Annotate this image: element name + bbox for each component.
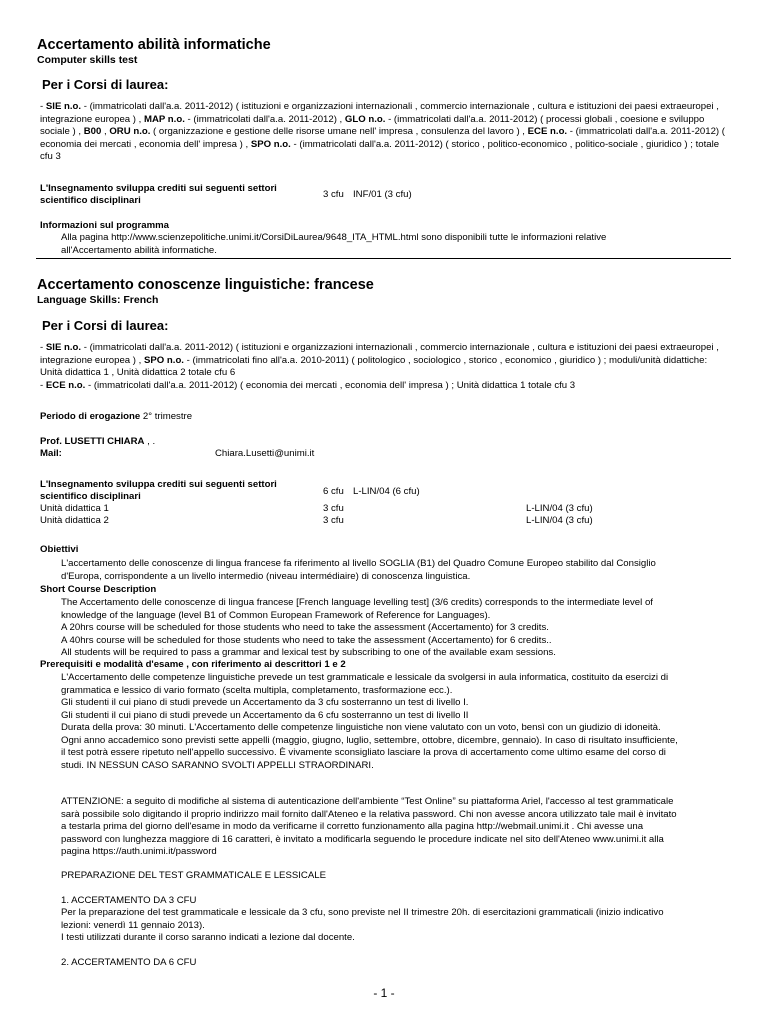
course-text: - (immatricolati dall'a.a. 2011-2012) ( istituzioni e organizzazioni internazionali , commercio internazionale , cultura e istituzioni dei paesi extraeuropei , integrazione europea ) , [40, 101, 719, 125]
section1-ins-sector: INF/01 (3 cfu) [353, 189, 412, 200]
section1-title: Accertamento abilità informatiche [37, 37, 271, 53]
course-text: - [40, 342, 46, 353]
course-text: - (immatricolati dall'a.a. 2011-2012) , [184, 113, 345, 125]
acc6-title: 2. ACCERTAMENTO DA 6 CFU [61, 957, 197, 968]
course-text: - [40, 379, 46, 391]
prep-title: PREPARAZIONE DEL TEST GRAMMATICALE E LESSICALE [61, 870, 326, 881]
section1-ins-cfu: 3 cfu [323, 189, 344, 200]
short-line: The Accertamento delle conoscenze di lingua francese [French language levelling test] (3/6 credits) corresponds to the intermediate level of knowledge of the language (level B1 of Common European Framework of Reference for Languages). [61, 597, 653, 621]
prereq-line: Gli studenti il cui piano di studi prevede un Accertamento da 6 cfu sosterranno un test di livello II [61, 709, 469, 721]
attenzione-text: ATTENZIONE: a seguito di modifiche al sistema di autenticazione dell'ambiente “Test Online” su piattaforma Ariel, l'accesso al test grammaticale sarà possibile solo digitando il proprio indirizzo mail fornito dall'Ateneo e la relativa password. Chi non avesse ancora utilizzato tale mail è invitato a testarla prima del giorno dell'esame in modo da verificarne il corretto funzionamento alla pagina http://webmail.unimi.it . Chi avesse una password con lunghezza maggiore di 16 caratteri, è invitato a modificarla seguendo le procedure indicate nel sito dell'Ateneo www.unimi.it alla pagina https://auth.unimi.it/password [61, 796, 677, 857]
section1-subtitle: Computer skills test [37, 54, 138, 66]
short-line: A 20hrs course will be scheduled for those students who need to take the assessment (Accertamento) for 3 credits. [61, 622, 549, 633]
section2-title: Accertamento conoscenze linguistiche: francese [37, 277, 374, 293]
course-code: B00 [83, 126, 102, 137]
course-code: SIE n.o. [45, 101, 82, 112]
unit-sector: L-LIN/04 (3 cfu) [526, 515, 593, 526]
prereq-line: Ogni anno accademico sono previsti sette appelli (maggio, giugno, luglio, settembre, ottobre, dicembre, gennaio). In caso di risultato insufficiente, il test potrà essere ripetuto nell'appello successivo. È vivamente sconsigliato lasciare la prova di accertamento come ultimo esame del corso di studi. IN NESSUN CASO SARANNO SVOLTI APPELLI STRAORDINARI. [61, 734, 678, 771]
prof-label: Prof. LUSETTI CHIARA [40, 436, 145, 447]
section2-subtitle: Language Skills: French [37, 294, 159, 306]
mail-value: Chiara.Lusetti@unimi.it [215, 448, 315, 459]
section1-ins-label: L'Insegnamento sviluppa crediti sui seguenti settori scientifico disciplinari [40, 183, 277, 206]
short-description-text [61, 597, 679, 660]
acc3-text2: I testi utilizzati durante il corso saranno indicati a lezione dal docente. [61, 932, 355, 943]
section2-ins-cfu: 6 cfu [323, 486, 344, 497]
prereq-label: Prerequisiti e modalità d'esame , con riferimento ai descrittori 1 e 2 [40, 659, 346, 670]
prof-row [40, 436, 155, 449]
course-code: MAP n.o. [144, 113, 185, 125]
course-text: , [101, 126, 110, 137]
mail-label: Mail: [40, 448, 62, 459]
section2-ins-sector: L-LIN/04 (6 cfu) [353, 486, 420, 497]
unit-name: Unità didattica 1 [40, 503, 109, 514]
section2-ins-label: L'Insegnamento sviluppa crediti sui seguenti settori scientifico disciplinari [40, 479, 277, 502]
course-text: - (immatricolati dall'a.a. 2011-2012) ( processi globali , coesione e sviluppo sociale ) , [40, 113, 705, 137]
prereq-line: Gli studenti il cui piano di studi prevede un Accertamento da 3 cfu sosterranno un test di livello I. [61, 697, 469, 708]
section1-courses [40, 101, 730, 164]
prereq-text [61, 672, 679, 772]
course-text: - (immatricolati dall'a.a. 2011-2012) ( storico , politico-economico , politico-sociale , giuridico ) ; totale cfu 3 [40, 138, 720, 162]
periodo-label: Periodo di erogazione [40, 411, 141, 422]
unit-cfu: 3 cfu [323, 503, 344, 514]
obiettivi-label: Obiettivi [40, 544, 79, 555]
course-text: - [40, 101, 46, 112]
course-code: GLO n.o. [344, 113, 386, 125]
course-text: - (immatricolati dall'a.a. 2011-2012) ( economia dei mercati , economia dell' impresa ) , [40, 126, 725, 150]
periodo-value: 2° trimestre [142, 411, 193, 422]
short-description-label: Short Course Description [40, 584, 157, 595]
acc3-text: Per la preparazione del test grammaticale e lessicale da 3 cfu, sono previste nel II trimestre 20h. di esercitazioni grammaticali (inizio indicativo lezioni: venerdì 11 gennaio 2013). [61, 907, 664, 931]
prereq-line: L'Accertamento delle competenze linguistiche prevede un test grammaticale e lessicale da svolgersi in aula informatica, costituito da esercizi di grammatica e lessico di vario formato (scelta multipla, completamento, trasformazione ecc.). [61, 672, 669, 696]
section1-corsi-heading: Per i Corsi di laurea: [42, 77, 169, 92]
course-text: - (immatricolati dall'a.a. 2011-2012) ( economia dei mercati , economia dell' impresa ) ; Unità didattica 1 totale cfu 3 [85, 379, 576, 391]
short-line: A 40hrs course will be scheduled for those students who need to take the assessment (Accertamento) for 6 credits.. [61, 634, 552, 646]
section2-corsi-heading: Per i Corsi di laurea: [42, 318, 169, 333]
periodo-row [40, 411, 192, 424]
course-code: SPO n.o. [144, 354, 184, 366]
acc3-title: 1. ACCERTAMENTO DA 3 CFU [61, 895, 197, 906]
course-code: SIE n.o. [45, 342, 82, 353]
course-code: ECE n.o. [45, 379, 86, 391]
course-text: - (immatricolati fino all'a.a. 2010-2011) ( politologico , sociologico , storico , economico , giuridico ) ; moduli/unità didattiche: Unità didattica 1 , Unità didattica 2 totale cfu 6 [40, 354, 708, 378]
prof-suffix: , . [144, 436, 156, 447]
section1-info-label: Informazioni sul programma [40, 220, 170, 231]
section-divider [36, 258, 731, 259]
course-code: ECE n.o. [527, 126, 568, 137]
page-number: - 1 - [373, 986, 395, 1000]
course-text: ( organizzazione e gestione delle risorse umane nell' impresa , consulenza del lavoro ) , [150, 126, 528, 137]
course-text: - (immatricolati dall'a.a. 2011-2012) ( istituzioni e organizzazioni internazionali , commercio internazionale , cultura e istituzioni dei paesi extraeuropei , integrazione europea ) , [40, 342, 719, 366]
prereq-line: Durata della prova: 30 minuti. L'Accertamento delle competenze linguistiche non viene valutato con un voto, bensì con un giudizio di idoneità. [61, 722, 661, 733]
short-line: All students will be required to pass a grammar and lexical test by subscribing to one of the available exam sessions. [61, 647, 556, 658]
course-code: SPO n.o. [250, 138, 291, 150]
course-code: ORU n.o. [109, 126, 151, 137]
section1-info-text: Alla pagina http://www.scienzepolitiche.unimi.it/CorsiDiLaurea/9648_ITA_HTML.html sono disponibili tutte le informazioni relative all'Accertamento abilità informatiche. [61, 232, 607, 256]
section2-courses [40, 342, 730, 392]
unit-name: Unità didattica 2 [40, 515, 109, 526]
unit-cfu: 3 cfu [323, 515, 344, 526]
obiettivi-text: L'accertamento delle conoscenze di lingua francese fa riferimento al livello SOGLIA (B1) del Quadro Comune Europeo stabilito dal Consiglio d'Europa, corrispondente a un livello intermedio (niveau intermédiaire) di conoscenza linguistica. [61, 558, 656, 582]
unit-sector: L-LIN/04 (3 cfu) [526, 503, 593, 514]
